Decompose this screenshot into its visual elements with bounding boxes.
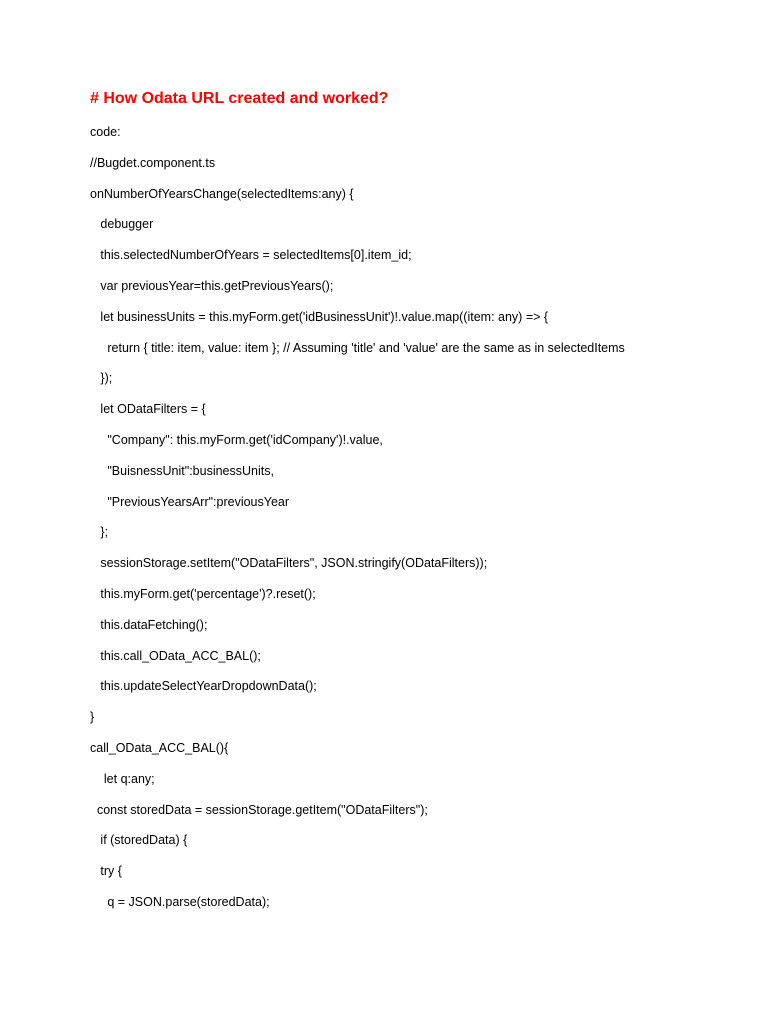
code-line: this.dataFetching(); (90, 617, 208, 632)
code-block (90, 123, 750, 924)
code-line: this.selectedNumberOfYears = selectedItems[0].item_id; (90, 248, 412, 263)
code-line: this.updateSelectYearDropdownData(); (90, 679, 317, 694)
code-line: let q:any; (90, 771, 155, 786)
code-line: let ODataFilters = { (90, 402, 206, 417)
code-line: debugger (90, 217, 154, 232)
code-line: return { title: item, value: item }; // Assuming 'title' and 'value' are the same as in selectedItems (90, 340, 625, 355)
code-line: } (90, 710, 95, 725)
document-heading: # How Odata URL created and worked? (90, 90, 389, 107)
code-line: //Bugdet.component.ts (90, 155, 216, 170)
code-line: sessionStorage.setItem("ODataFilters", JSON.stringify(ODataFilters)); (90, 556, 488, 571)
code-line: "BuisnessUnit":businessUnits, (90, 463, 274, 478)
code-line: q = JSON.parse(storedData); (90, 894, 270, 909)
code-line: const storedData = sessionStorage.getItem("ODataFilters"); (90, 802, 428, 817)
code-line: this.call_OData_ACC_BAL(); (90, 648, 261, 663)
code-line: }); (90, 371, 113, 386)
code-line: var previousYear=this.getPreviousYears(); (90, 278, 334, 293)
code-line: call_OData_ACC_BAL(){ (90, 740, 229, 755)
code-line: onNumberOfYearsChange(selectedItems:any) { (90, 186, 354, 201)
code-line: }; (90, 525, 109, 540)
code-line: code: (90, 125, 121, 139)
code-line: if (storedData) { (90, 833, 188, 848)
code-line: let businessUnits = this.myForm.get('idBusinessUnit')!.value.map((item: any) => { (90, 309, 549, 324)
code-line: "PreviousYearsArr":previousYear (90, 494, 290, 509)
code-line: "Company": this.myForm.get('idCompany')!.value, (90, 432, 383, 447)
code-line: try { (90, 864, 122, 879)
code-line: this.myForm.get('percentage')?.reset(); (90, 586, 316, 601)
